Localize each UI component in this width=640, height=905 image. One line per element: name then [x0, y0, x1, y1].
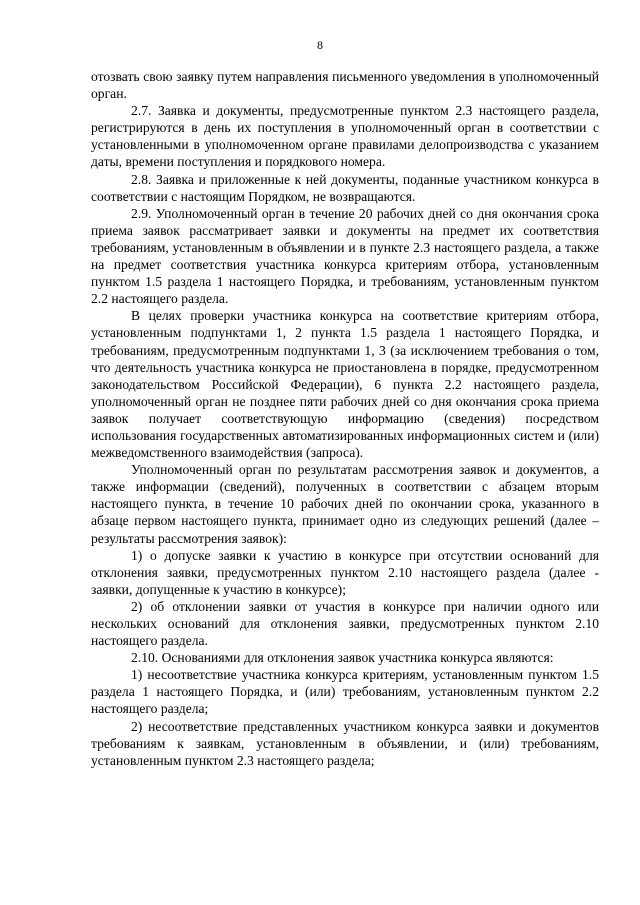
paragraph-2-8: 2.8. Заявка и приложенные к ней документы, поданные участником конкурса в соответствии с настоящим Порядком, не возвращаются. — [91, 171, 599, 204]
paragraph-2-9-decision: Уполномоченный орган по результатам рассмотрения заявок и документов, а также информации (сведений), полученных в соответствии с абзацем вторым настоящего пункта, в течение 10 рабочих дней по окончании срока, указанного в абзаце первом настоящего пункта, принимает одно из следующих решений (далее – результаты рассмотрения заявок): — [91, 462, 599, 546]
paragraph-continuation: отозвать свою заявку путем направления письменного уведомления в уполномоченный орган. — [91, 69, 599, 102]
paragraph-2-10-item-1: 1) несоответствие участника конкурса критериям, установленным пунктом 1.5 раздела 1 настоящего Порядка, и (или) требованиям, установленным пунктом 2.2 настоящего раздела; — [91, 667, 599, 717]
paragraph-2-9-verification: В целях проверки участника конкурса на соответствие критериям отбора, установленным подпунктами 1, 2 пункта 1.5 раздела 1 настоящего Порядка, и требованиям, предусмотренным подпунктами 1, 3 (за исключением требования о том, что деятельность участника конкурса не приостановлена в порядке, предусмотренном законодательством Российской Федерации), 6 пункта 2.2 настоящего раздела, уполномоченный орган не позднее пяти рабочих дней со дня окончания срока приема заявок получает соответствующую информацию (сведения) посредством использования государственных автоматизированных информационных систем и (или) межведомственного взаимодействия (запроса). — [91, 308, 599, 461]
page-number: 8 — [317, 38, 323, 52]
paragraph-2-10-item-2: 2) несоответствие представленных участником конкурса заявки и документов требованиям к заявкам, установленным в объявлении, и (или) требованиям, установленным пунктом 2.3 настоящего раздела; — [91, 718, 599, 768]
paragraph-2-9-item-1: 1) о допуске заявки к участию в конкурсе при отсутствии оснований для отклонения заявки, предусмотренных пунктом 2.10 настоящего раздела (далее - заявки, допущенные к участию в конкурсе); — [91, 547, 599, 597]
paragraph-2-9: 2.9. Уполномоченный орган в течение 20 рабочих дней со дня окончания срока приема заявок рассматривает заявки и документы на предмет их соответствия требованиям, установленным в объявлении и в пункте 2.3 настоящего раздела, а также на предмет соответствия участника конкурса критериям отбора, установленным пунктом 1.5 раздела 1 настоящего Порядка, и требованиям, установленным пунктом 2.2 настоящего раздела. — [91, 205, 599, 307]
paragraph-2-7: 2.7. Заявка и документы, предусмотренные пунктом 2.3 настоящего раздела, регистрируются в день их поступления в уполномоченный орган в соответствии с установленными в уполномоченном органе правилами делопроизводства с указанием даты, времени поступления и порядкового номера. — [91, 103, 599, 170]
document-body — [91, 68, 599, 769]
paragraph-2-10: 2.10. Основаниями для отклонения заявок участника конкурса являются: — [131, 650, 554, 666]
paragraph-2-9-item-2: 2) об отклонении заявки от участия в конкурсе при наличии одного или нескольких оснований для отклонения заявки, предусмотренных пунктом 2.10 настоящего раздела. — [91, 598, 599, 649]
